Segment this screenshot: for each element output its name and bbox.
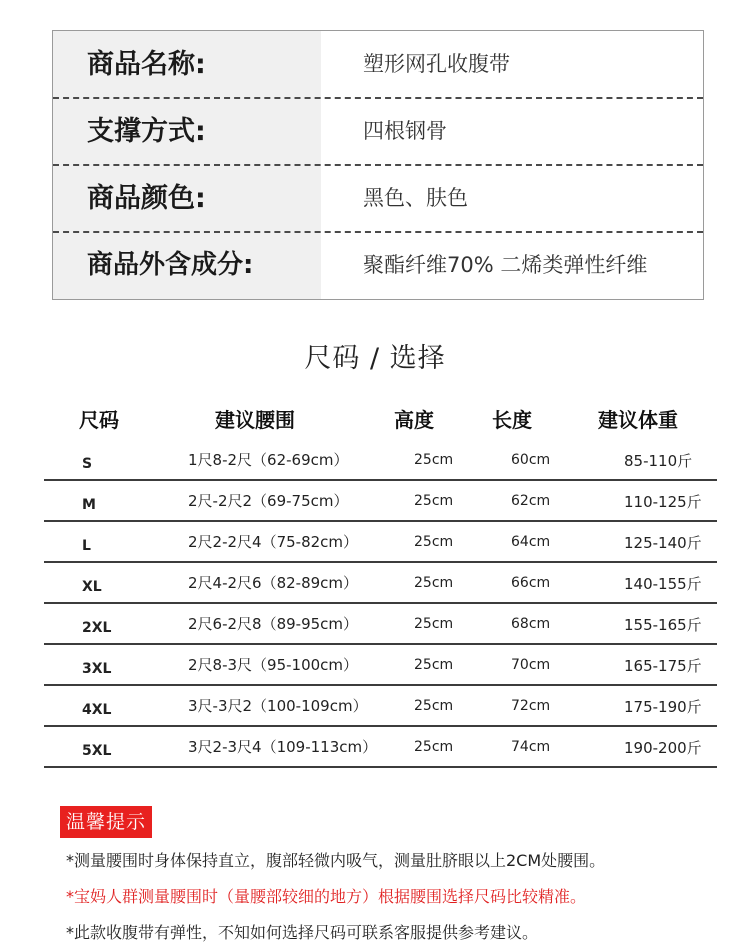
tip-line: *测量腰围时身体保持直立，腹部轻微内吸气，测量肚脐眼以上2CM处腰围。 [66,851,606,870]
header-weight: 建议体重 [598,408,678,432]
info-value: 黑色、肤色 [363,186,468,210]
cell-size: 2XL [82,620,112,636]
cell-height: 25cm [414,493,454,509]
cell-height: 25cm [414,452,454,468]
info-label: 商品名称: [87,49,206,80]
header-length: 长度 [492,408,532,432]
info-label: 商品外含成分: [87,250,254,280]
cell-weight: 155-165斤 [624,616,702,634]
cell-waist: 3尺-3尺2（100-109cm） [188,697,368,715]
cell-waist: 2尺8-3尺（95-100cm） [188,656,359,674]
info-row-material [53,232,703,299]
cell-length: 64cm [511,534,551,550]
table-row [44,440,717,481]
cell-waist: 2尺4-2尺6（82-89cm） [188,574,359,592]
cell-weight: 175-190斤 [624,698,702,716]
cell-height: 25cm [414,575,454,591]
cell-size: 4XL [82,702,112,718]
info-value: 四根钢骨 [363,119,447,143]
table-row [44,645,717,686]
info-row-name [53,31,703,98]
cell-length: 66cm [511,575,551,591]
table-row [44,522,717,563]
size-section-title: 尺码 / 选择 [304,343,446,374]
cell-length: 72cm [511,698,551,714]
cell-waist: 3尺2-3尺4（109-113cm） [188,738,378,756]
cell-length: 62cm [511,493,551,509]
header-waist: 建议腰围 [215,408,295,432]
product-info-box [52,30,704,300]
info-value: 聚酯纤维70% 二烯类弹性纤维 [363,253,648,277]
info-row-color [53,165,703,232]
cell-length: 74cm [511,739,551,755]
cell-length: 68cm [511,616,551,632]
cell-size: 3XL [82,661,112,677]
cell-weight: 140-155斤 [624,575,702,593]
cell-height: 25cm [414,534,454,550]
info-value: 塑形网孔收腹带 [363,52,510,76]
cell-height: 25cm [414,698,454,714]
info-row-support [53,98,703,165]
info-label: 支撑方式: [87,116,206,147]
tip-line: *此款收腹带有弹性，不知如何选择尺码可联系客服提供参考建议。 [66,923,539,942]
table-row [44,604,717,645]
table-row [44,481,717,522]
cell-waist: 2尺-2尺2（69-75cm） [188,492,349,510]
cell-length: 70cm [511,657,551,673]
table-row [44,563,717,604]
header-size: 尺码 [79,408,119,432]
tips-badge: 温馨提示 [60,806,152,838]
size-table [44,396,717,768]
cell-waist: 2尺6-2尺8（89-95cm） [188,615,359,633]
cell-size: 5XL [82,743,112,759]
info-label: 商品颜色: [87,183,206,214]
table-row [44,727,717,768]
header-height: 高度 [394,408,434,432]
cell-size: L [82,538,91,554]
table-header [44,396,717,440]
cell-height: 25cm [414,657,454,673]
table-body [44,440,717,768]
cell-weight: 110-125斤 [624,493,702,511]
cell-height: 25cm [414,739,454,755]
cell-weight: 165-175斤 [624,657,702,675]
cell-size: M [82,497,96,513]
cell-waist: 2尺2-2尺4（75-82cm） [188,533,359,551]
tip-line-highlight: *宝妈人群测量腰围时（量腰部较细的地方）根据腰围选择尺码比较精准。 [66,887,587,906]
cell-length: 60cm [511,452,551,468]
cell-weight: 85-110斤 [624,452,693,470]
table-row [44,686,717,727]
cell-size: S [82,456,93,472]
cell-weight: 190-200斤 [624,739,702,757]
cell-waist: 1尺8-2尺（62-69cm） [188,451,349,469]
cell-height: 25cm [414,616,454,632]
cell-size: XL [82,579,102,595]
cell-weight: 125-140斤 [624,534,702,552]
